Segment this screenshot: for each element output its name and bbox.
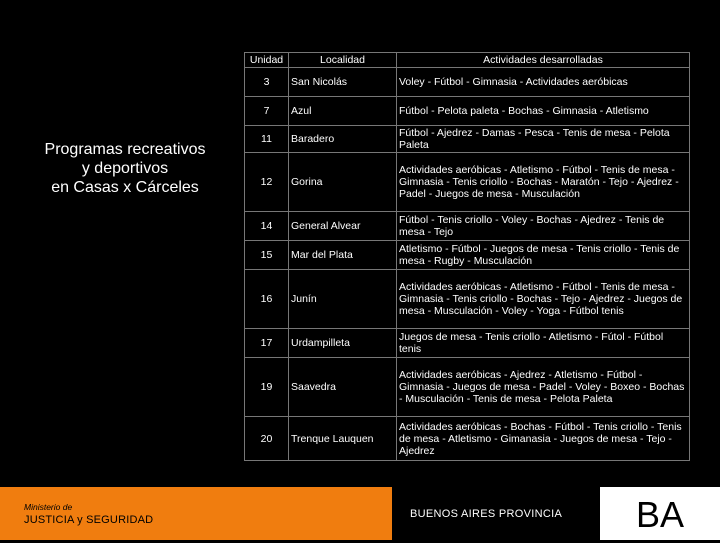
header-actividades: Actividades desarrolladas (397, 53, 690, 68)
province-name: BUENOS AIRES PROVINCIA (410, 508, 563, 520)
cell-localidad: Trenque Lauquen (289, 417, 397, 461)
table-row (245, 126, 690, 153)
cell-unidad: 15 (245, 241, 289, 270)
table-row (245, 358, 690, 417)
cell-localidad: Saavedra (289, 358, 397, 417)
cell-unidad: 7 (245, 97, 289, 126)
table-row (245, 417, 690, 461)
cell-unidad: 16 (245, 270, 289, 329)
side-title (20, 140, 230, 197)
cell-unidad: 14 (245, 212, 289, 241)
cell-localidad: General Alvear (289, 212, 397, 241)
cell-actividades: Actividades aeróbicas - Atletismo - Fútbol - Tenis de mesa - Gimnasia - Tenis criollo - Bochas - Tejo - Ajedrez - Juegos de mesa - Musculación - Voley - Yoga - Fútbol tenis (397, 270, 690, 329)
cell-localidad: San Nicolás (289, 68, 397, 97)
cell-actividades: Voley - Fútbol - Gimnasia - Actividades aeróbicas (397, 68, 690, 97)
table-row (245, 212, 690, 241)
programs-table (244, 52, 690, 461)
header-unidad: Unidad (245, 53, 289, 68)
cell-actividades: Fútbol - Pelota paleta - Bochas - Gimnasia - Atletismo (397, 97, 690, 126)
cell-localidad: Azul (289, 97, 397, 126)
side-title-line: y deportivos (81, 160, 169, 177)
cell-unidad: 20 (245, 417, 289, 461)
cell-unidad: 19 (245, 358, 289, 417)
cell-localidad: Mar del Plata (289, 241, 397, 270)
table-header-row (245, 53, 690, 68)
cell-localidad: Baradero (289, 126, 397, 153)
cell-unidad: 3 (245, 68, 289, 97)
table-row (245, 329, 690, 358)
cell-localidad: Gorina (289, 153, 397, 212)
ba-logo-box (600, 487, 720, 540)
ministry-name: JUSTICIA y SEGURIDAD (24, 514, 154, 526)
cell-actividades: Atletismo - Fútbol - Juegos de mesa - Tenis criollo - Tenis de mesa - Rugby - Musculación (397, 241, 690, 270)
ministry-label: Ministerio de (24, 502, 73, 512)
cell-actividades: Juegos de mesa - Tenis criollo - Atletismo - Fútol - Fútbol tenis (397, 329, 690, 358)
cell-unidad: 17 (245, 329, 289, 358)
cell-unidad: 11 (245, 126, 289, 153)
side-title-line: en Casas x Cárceles (51, 179, 199, 196)
table-row (245, 153, 690, 212)
side-title-line: Programas recreativos (44, 141, 206, 158)
table-row (245, 270, 690, 329)
cell-actividades: Fútbol - Tenis criollo - Voley - Bochas - Ajedrez - Tenis de mesa - Tejo (397, 212, 690, 241)
cell-actividades: Actividades aeróbicas - Ajedrez - Atletismo - Fútbol - Gimnasia - Juegos de mesa - Padel - Voley - Boxeo - Bochas - Musculación - Tenis de mesa - Pelota Paleta (397, 358, 690, 417)
header-localidad: Localidad (289, 53, 397, 68)
cell-actividades: Fútbol - Ajedrez - Damas - Pesca - Tenis de mesa - Pelota Paleta (397, 126, 690, 153)
table-row (245, 97, 690, 126)
cell-unidad: 12 (245, 153, 289, 212)
cell-localidad: Junín (289, 270, 397, 329)
cell-actividades: Actividades aeróbicas - Atletismo - Fútbol - Tenis de mesa - Gimnasia - Tenis criollo - Bochas - Maratón - Tejo - Ajedrez - Padel - Juegos de mesa - Musculación (397, 153, 690, 212)
table-row (245, 68, 690, 97)
cell-localidad: Urdampilleta (289, 329, 397, 358)
table-row (245, 241, 690, 270)
ba-logo: BA (635, 494, 685, 535)
cell-actividades: Actividades aeróbicas - Bochas - Fútbol - Tenis criollo - Tenis de mesa - Atletismo - Gimanasia - Juegos de mesa - Tejo - Ajedrez (397, 417, 690, 461)
